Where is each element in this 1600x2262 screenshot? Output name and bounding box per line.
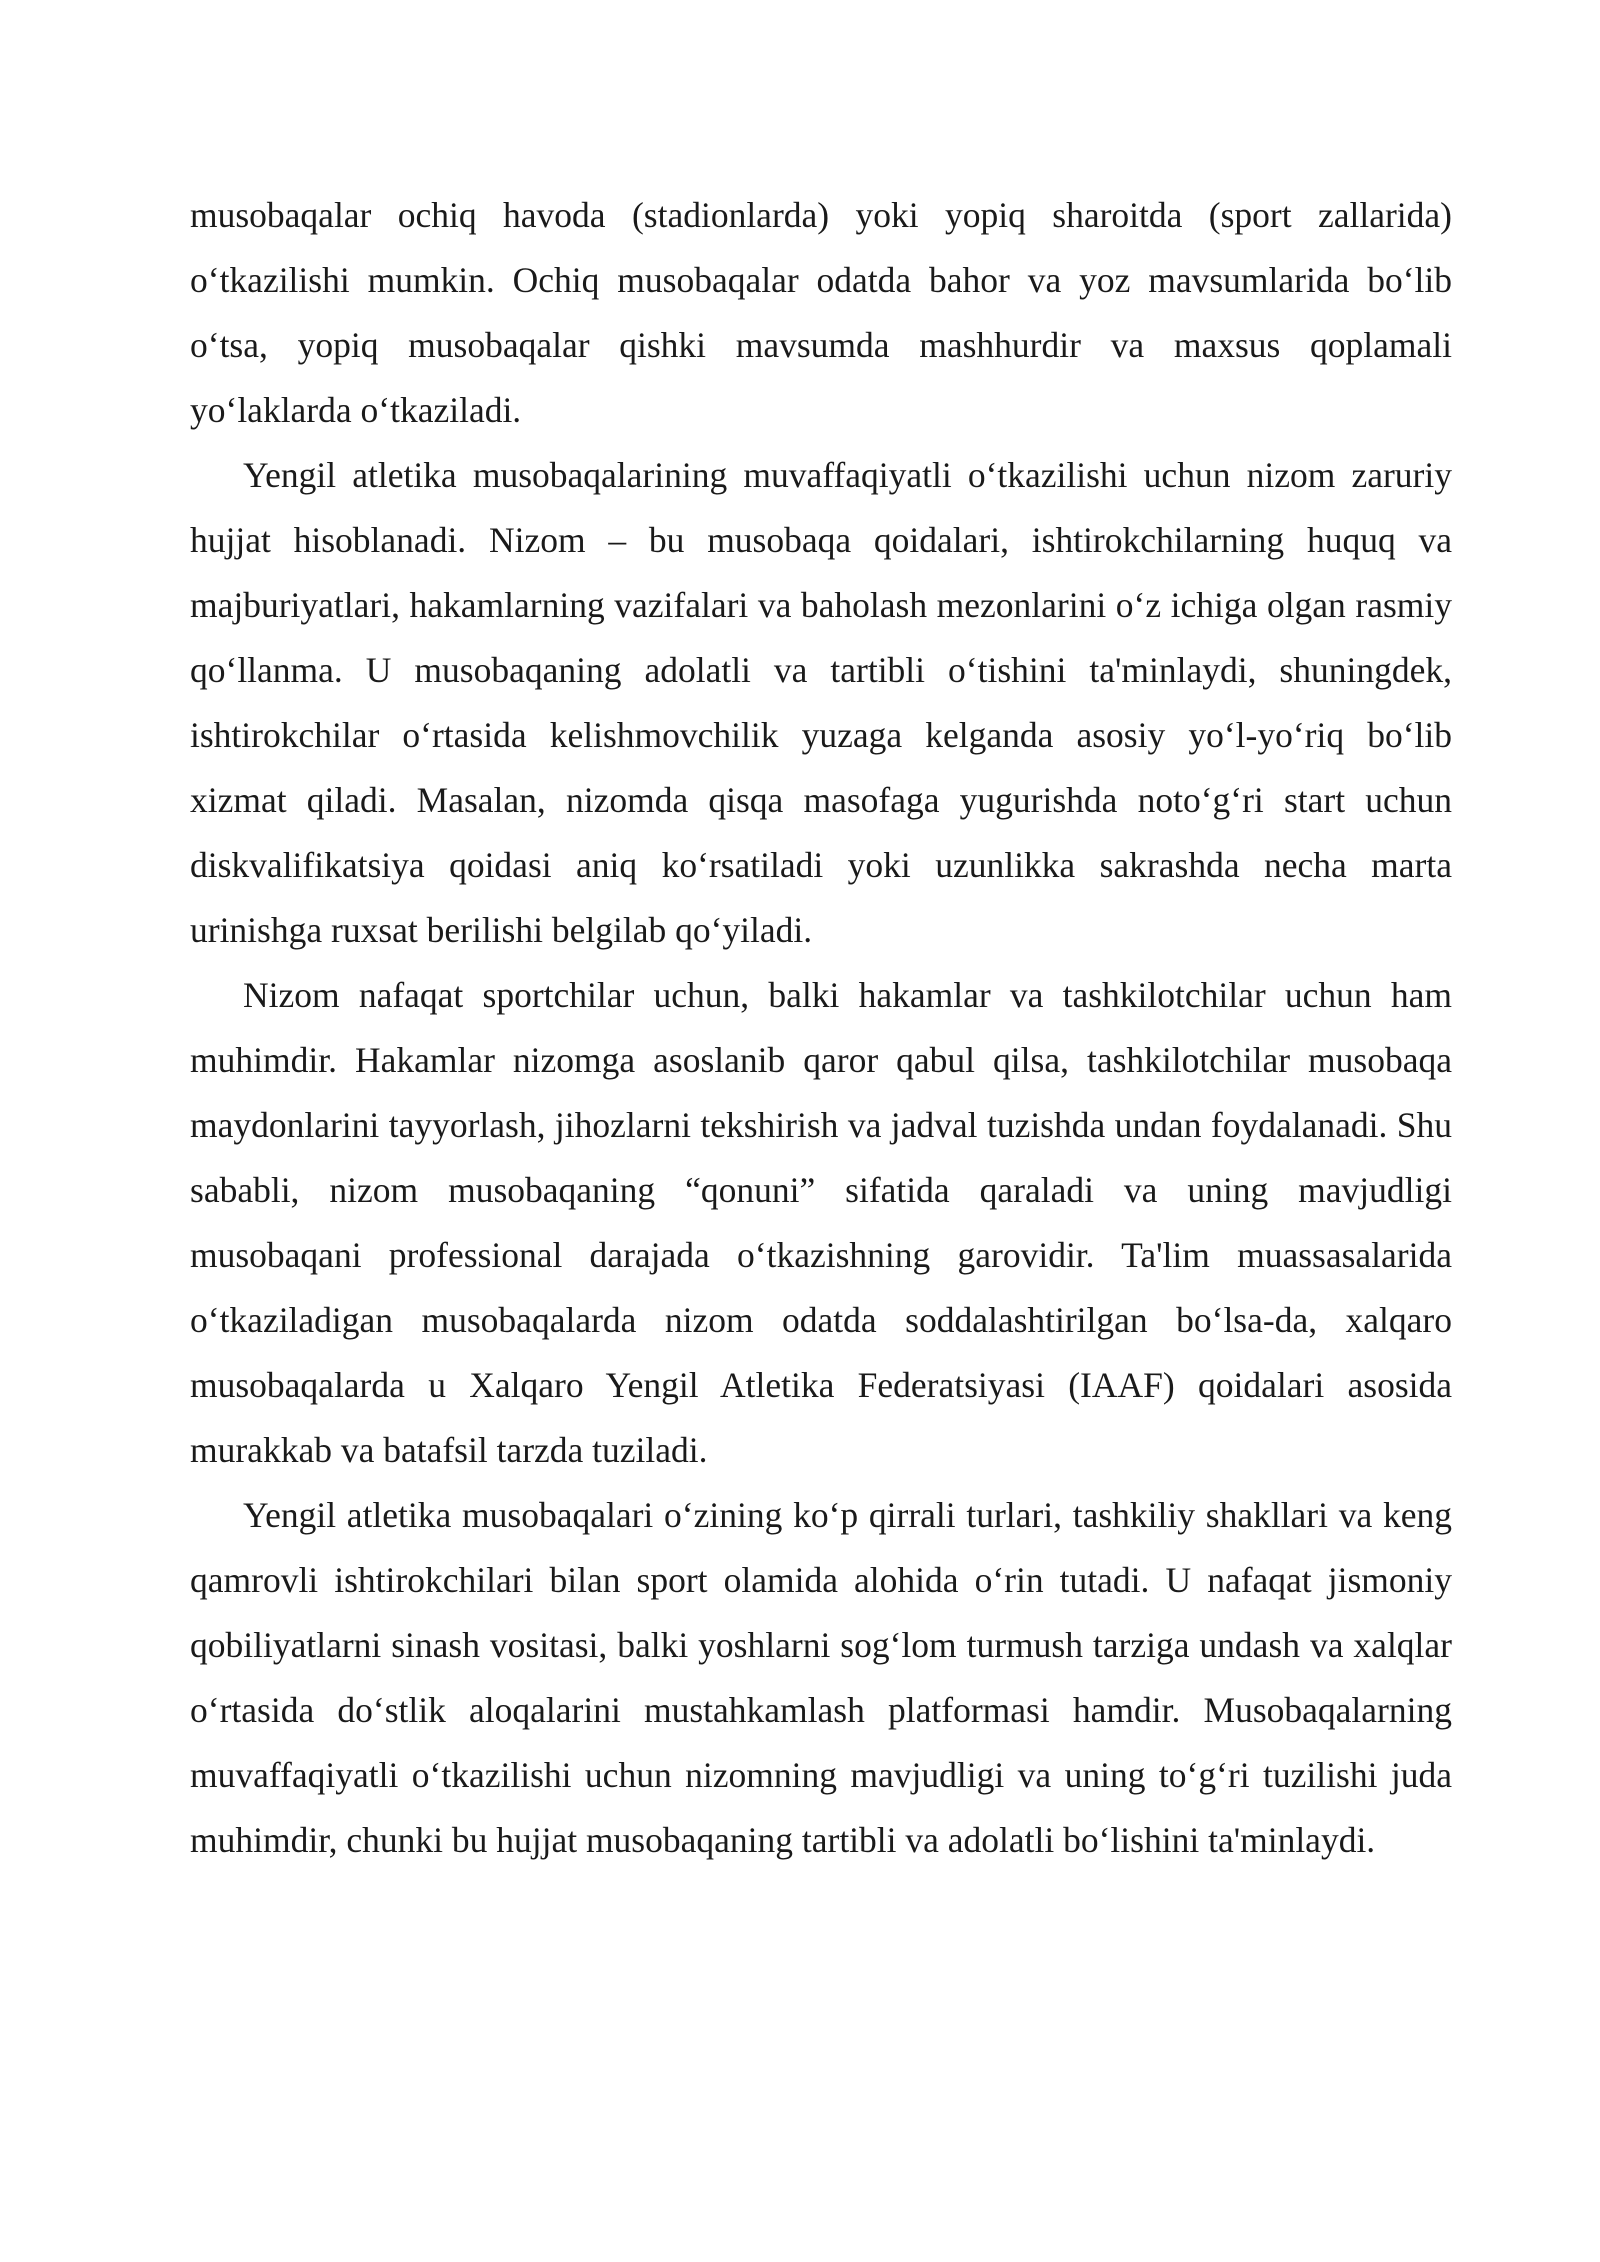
paragraph-4: Yengil atletika musobaqalari o‘zining ko‘p qirrali turlari, tashkiliy shakllari va keng qamrovli ishtirokchilari bilan sport olamida alohida o‘rin tutadi. U nafaqat jismoniy qobiliyatlarni sinash vositasi, balki yoshlarni sog‘lom turmush tarziga undash va xalqlar o‘rtasida do‘stlik aloqalarini mustahkamlash platformasi hamdir. Musobaqalarning muvaffaqiyatli o‘tkazilishi uchun nizomning mavjudligi va uning to‘g‘ri tuzilishi juda muhimdir, chunki bu hujjat musobaqaning tartibli va adolatli bo‘lishini ta'minlaydi.	[190, 1495, 1452, 1860]
document-body	[190, 183, 1452, 1873]
paragraph-1: musobaqalar ochiq havoda (stadionlarda) yoki yopiq sharoitda (sport zallarida) o‘tkazilishi mumkin. Ochiq musobaqalar odatda bahor va yoz mavsumlarida bo‘lib o‘tsa, yopiq musobaqalar qishki mavsumda mashhurdir va maxsus qoplamali yo‘laklarda o‘tkaziladi.	[190, 195, 1452, 430]
paragraph-3: Nizom nafaqat sportchilar uchun, balki hakamlar va tashkilotchilar uchun ham muhimdir. Hakamlar nizomga asoslanib qaror qabul qilsa, tashkilotchilar musobaqa maydonlarini tayyorlash, jihozlarni tekshirish va jadval tuzishda undan foydalanadi. Shu sababli, nizom musobaqaning “qonuni” sifatida qaraladi va uning mavjudligi musobaqani professional darajada o‘tkazishning garovidir. Ta'lim muassasalarida o‘tkaziladigan musobaqalarda nizom odatda soddalashtirilgan bo‘lsa-da, xalqaro musobaqalarda u Xalqaro Yengil Atletika Federatsiyasi (IAAF) qoidalari asosida murakkab va batafsil tarzda tuziladi.	[190, 975, 1452, 1470]
paragraph-2: Yengil atletika musobaqalarining muvaffaqiyatli o‘tkazilishi uchun nizom zaruriy hujjat hisoblanadi. Nizom – bu musobaqa qoidalari, ishtirokchilarning huquq va majburiyatlari, hakamlarning vazifalari va baholash mezonlarini o‘z ichiga olgan rasmiy qo‘llanma. U musobaqaning adolatli va tartibli o‘tishini ta'minlaydi, shuningdek, ishtirokchilar o‘rtasida kelishmovchilik yuzaga kelganda asosiy yo‘l-yo‘riq bo‘lib xizmat qiladi. Masalan, nizomda qisqa masofaga yugurishda noto‘g‘ri start uchun diskvalifikatsiya qoidasi aniq ko‘rsatiladi yoki uzunlikka sakrashda necha marta urinishga ruxsat berilishi belgilab qo‘yiladi.	[190, 455, 1452, 950]
